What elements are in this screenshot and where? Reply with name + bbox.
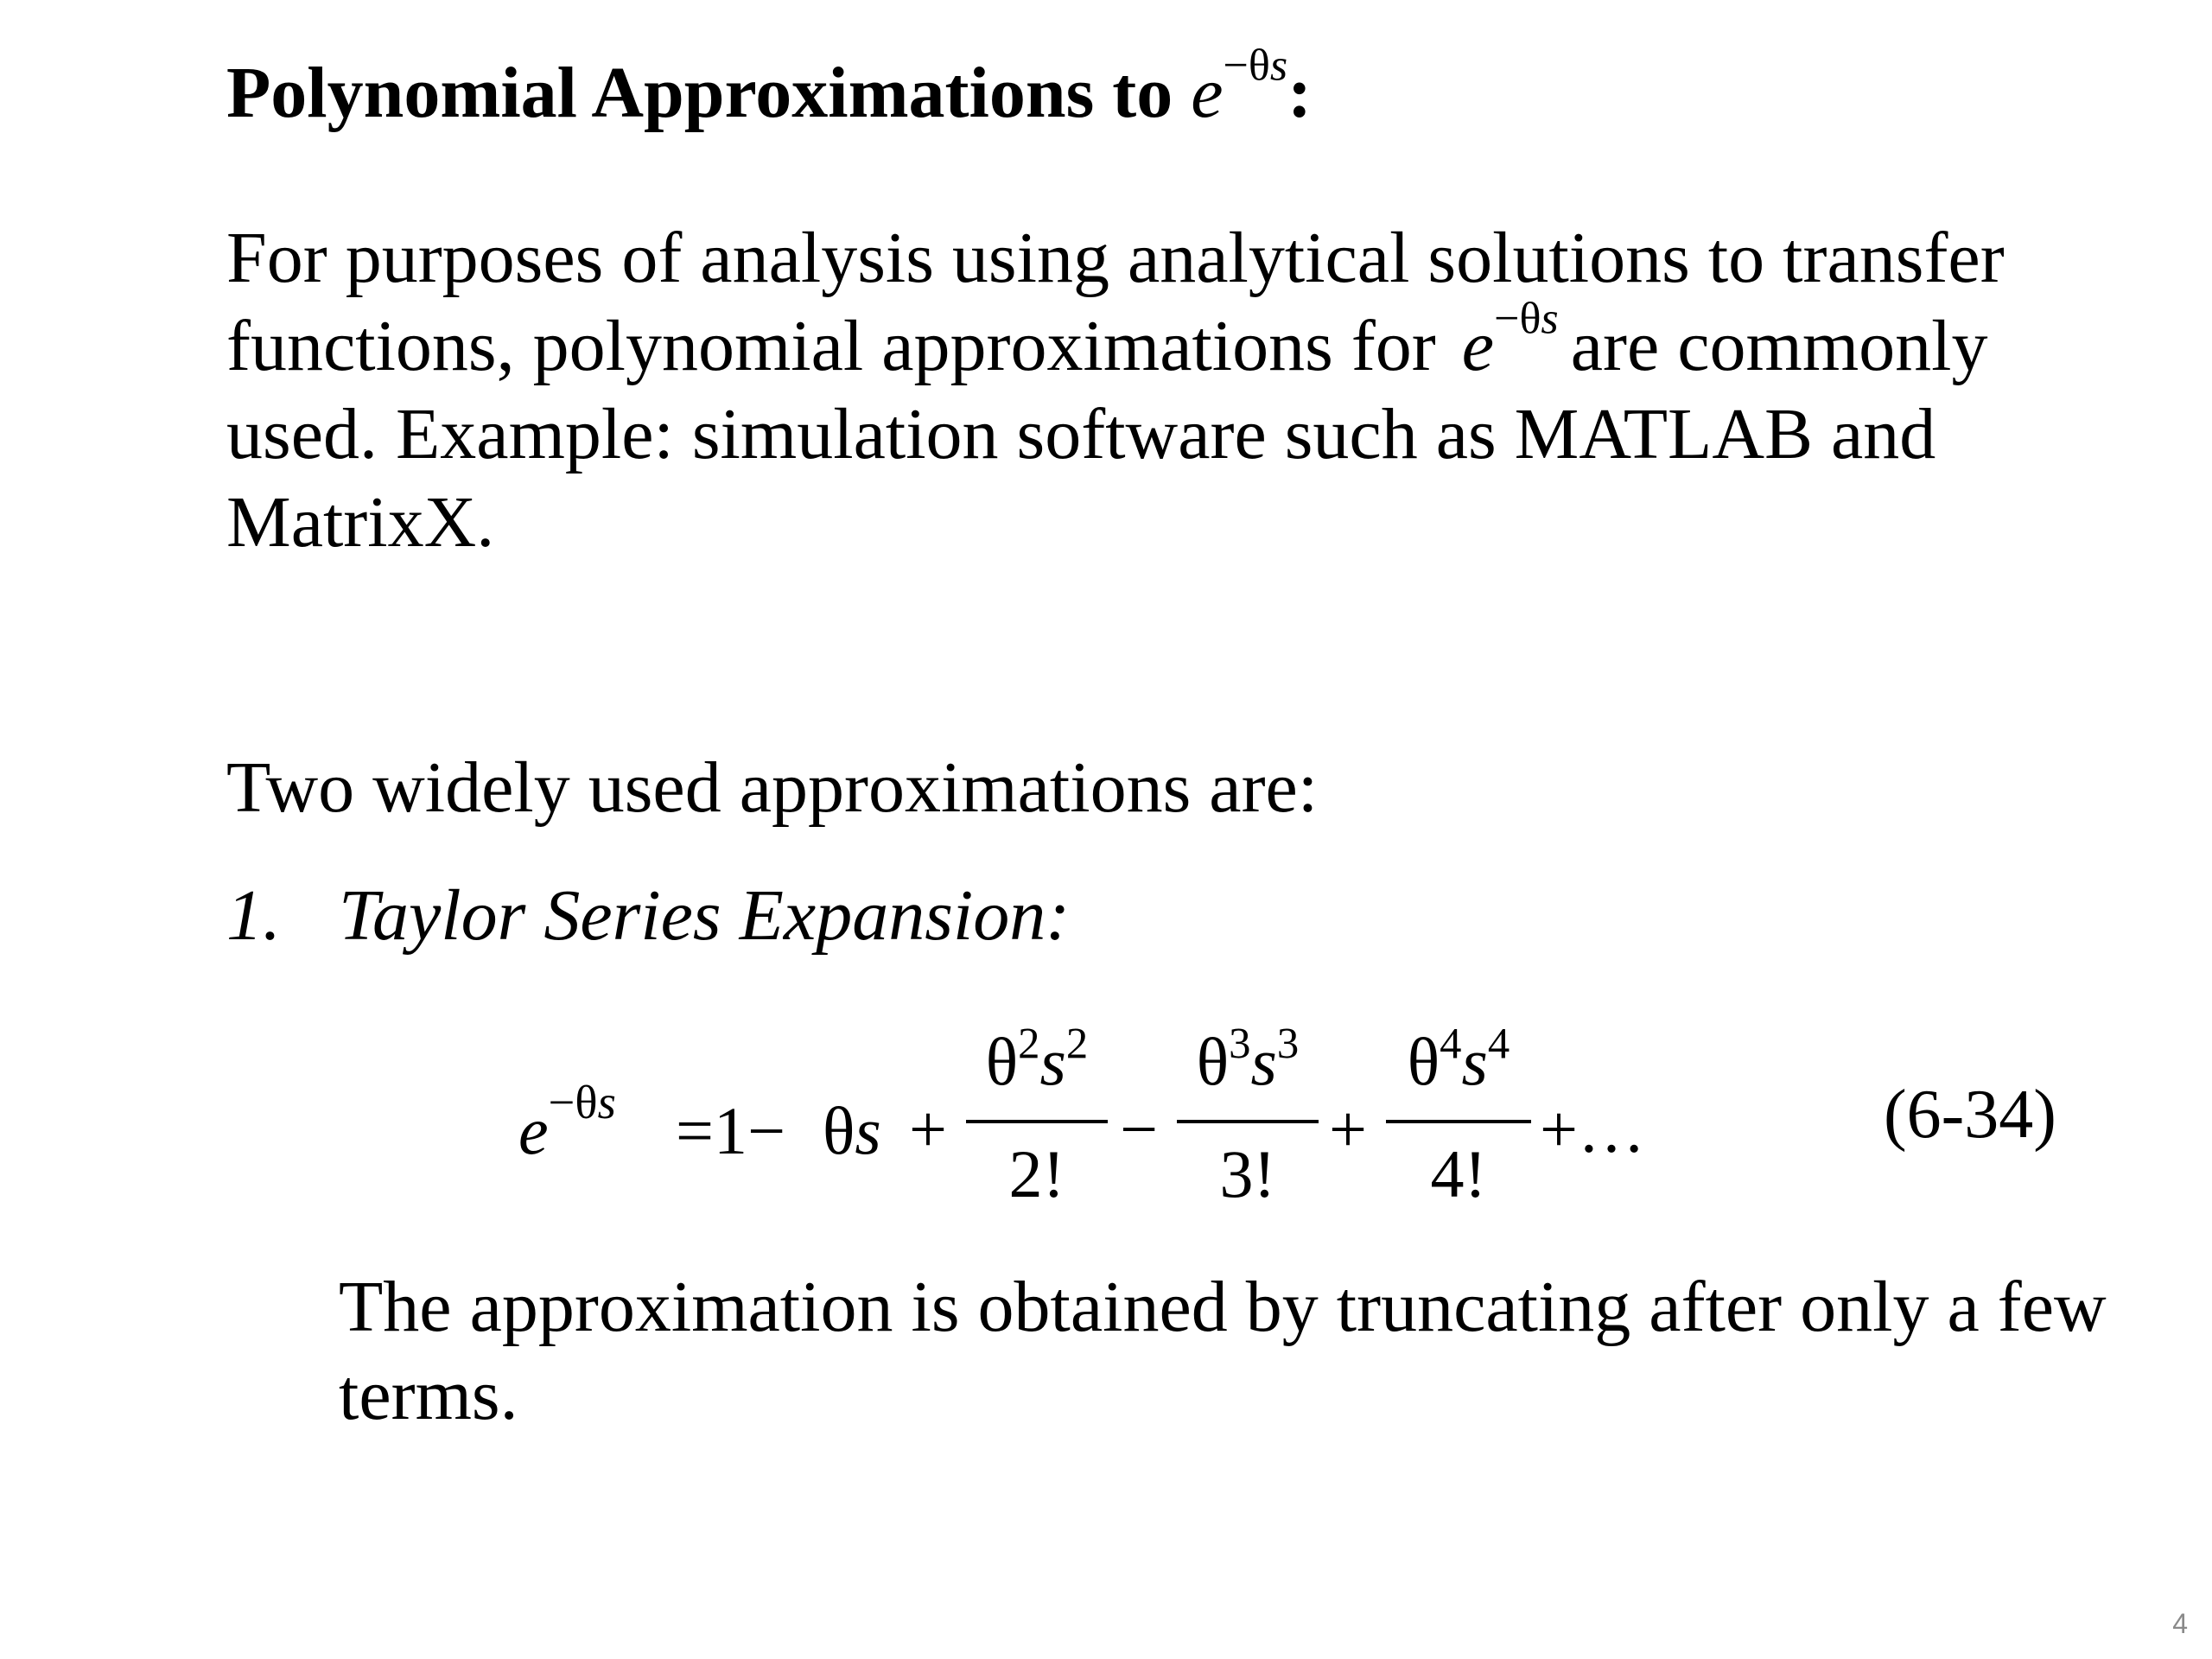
intro-line-1: For purposes of analysis using analytical solutions to transfer (226, 218, 2005, 298)
list-item-taylor (226, 873, 1070, 960)
title-text: Polynomial Approximations to (226, 53, 1192, 133)
term4-numerator: $\theta^4s^4$ (1407, 1019, 1510, 1099)
term4-denominator: 4! (1430, 1136, 1487, 1211)
term4-fraction-bar (1386, 1120, 1531, 1123)
inline-math-exp: $e^{-\theta s}$ (1461, 294, 1559, 386)
eq-tail: +… (1540, 1091, 1645, 1166)
term3-numerator: $\theta^3s^3$ (1196, 1019, 1300, 1099)
truncation-note (339, 1263, 2107, 1440)
list-number: 1. (226, 875, 281, 956)
term2-denominator: 2! (1008, 1136, 1065, 1211)
title-math-e: e (1191, 53, 1224, 133)
equation-number: (6-34) (1884, 1077, 2056, 1153)
term3-fraction-bar (1177, 1120, 1319, 1123)
eq-theta-s: θs (823, 1093, 881, 1168)
eq-plus-1: + (909, 1091, 947, 1166)
eq-equals-one-minus: =1− (676, 1093, 785, 1168)
approximations-intro: Two widely used approximations are: (226, 747, 1319, 828)
taylor-equation (518, 1011, 1936, 1218)
term3-denominator: 3! (1219, 1136, 1276, 1211)
page-number: 4 (2172, 1608, 2188, 1639)
intro-paragraph (226, 214, 2162, 567)
term2-numerator: $\theta^2s^2$ (985, 1019, 1089, 1099)
title-colon: : (1287, 53, 1313, 133)
slide-title (226, 41, 1313, 137)
eq-lhs: $e^{-\theta s}$ (518, 1076, 616, 1168)
term2-fraction-bar (966, 1120, 1108, 1123)
truncation-line-2: terms. (339, 1355, 518, 1435)
eq-minus-1: − (1120, 1091, 1158, 1166)
intro-line-4: MatrixX. (226, 482, 495, 563)
title-math-exponent: −θs (1223, 41, 1288, 91)
eq-plus-2: + (1329, 1091, 1367, 1166)
truncation-line-1: The approximation is obtained by truncating after only a few (339, 1267, 2107, 1347)
intro-line-3: used. Example: simulation software such as MATLAB and (226, 394, 1936, 474)
intro-line-2: functions, polynomial approximations for $e^{-\theta s}$ are commonly (226, 294, 1988, 386)
list-label: Taylor Series Expansion: (339, 875, 1071, 956)
